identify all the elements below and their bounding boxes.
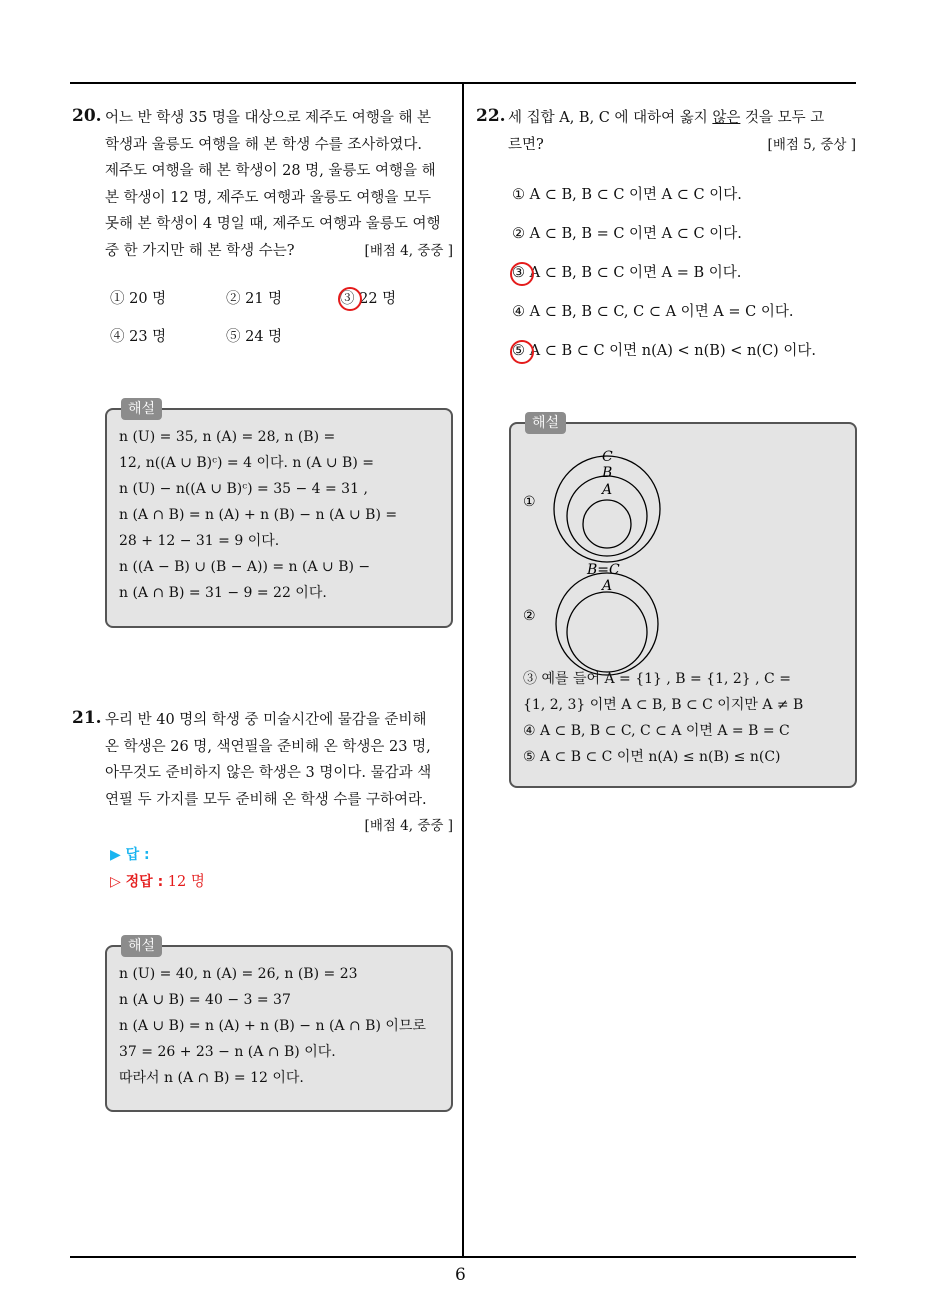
question-21-answer [110, 842, 450, 895]
solution-tag: 해설 [121, 935, 162, 957]
question-21-score: [배점 4, 중중 ] [364, 818, 453, 834]
question-22-solution-box [509, 415, 857, 788]
choice-4[interactable]: ④ A ⊂ B, B ⊂ C, C ⊂ A 이면 A = C 이다. [512, 304, 794, 320]
question-22-score: [배점 5, 중상 ] [767, 136, 856, 153]
solution-line: 12, n((A ∪ B)ᶜ) = 4 이다. n (A ∪ B) = [119, 455, 374, 471]
question-20-solution-box [105, 401, 453, 628]
question-21-solution-box [105, 938, 453, 1112]
solution-line: ④ A ⊂ B, B ⊂ C, C ⊂ A 이면 A = B = C [523, 723, 790, 739]
solution-line: 따라서 n (A ∩ B) = 12 이다. [119, 1070, 304, 1086]
question-21-line: 연필 두 가지를 모두 준비해 온 학생 수를 구하여라. [105, 791, 427, 808]
venn-diagram-nested [517, 444, 717, 684]
question-20-line: 학생과 울릉도 여행을 해 본 학생 수를 조사하였다. [105, 136, 423, 153]
question-20 [105, 105, 453, 264]
solution-line: n (A ∪ B) = 40 − 3 = 37 [119, 992, 291, 1008]
question-22 [508, 105, 856, 158]
solution-line: n (U) = 35, n (A) = 28, n (B) = [119, 429, 336, 445]
question-20-line: 못해 본 학생이 4 명일 때, 제주도 여행과 울릉도 여행 [105, 216, 441, 232]
answer-mark-circle [510, 262, 534, 286]
question-22-number: 22. [476, 106, 506, 126]
question-21-line: 온 학생은 26 명, 색연필을 준비해 온 학생은 23 명, [105, 738, 431, 755]
solution-tag: 해설 [121, 398, 162, 420]
answer-mark-circle [510, 340, 534, 364]
venn-circle-a [583, 500, 631, 548]
solution-tag: 해설 [525, 412, 566, 434]
question-22-text: 세 집합 A, B, C 에 대하여 옳지 [508, 110, 713, 126]
solution-line: {1, 2, 3} 이면 A ⊂ B, B ⊂ C 이지만 A ≠ B [523, 697, 804, 713]
question-20-number: 20. [72, 106, 102, 126]
solution-line: 37 = 26 + 23 − n (A ∩ B) 이다. [119, 1044, 336, 1060]
choice-2[interactable]: ② A ⊂ B, B = C 이면 A ⊂ C 이다. [512, 226, 742, 242]
solution-line: n (U) = 40, n (A) = 26, n (B) = 23 [119, 966, 358, 982]
venn-label-bc: B=C [587, 562, 620, 578]
question-20-line: 어느 반 학생 35 명을 대상으로 제주도 여행을 해 본 [105, 110, 432, 126]
choice-5[interactable]: ⑤ A ⊂ B ⊂ C 이면 n(A) < n(B) < n(C) 이다. [512, 343, 816, 359]
venn-circle-a2 [567, 592, 647, 672]
solution-line: n (U) − n((A ∪ B)ᶜ) = 35 − 4 = 31 , [119, 481, 368, 497]
question-20-choices [110, 286, 450, 346]
correct-answer-value: 12 명 [167, 873, 205, 890]
venn-label-a: A [602, 482, 613, 498]
choice-1[interactable]: ① 20 명 [110, 291, 167, 307]
choice-3[interactable]: ③ A ⊂ B, B ⊂ C 이면 A = B 이다. [512, 265, 742, 281]
solution-line: n (A ∪ B) = n (A) + n (B) − n (A ∩ B) 이므로 [119, 1018, 426, 1034]
answer-label: ▶ 답 : [110, 847, 150, 863]
choice-1[interactable]: ① A ⊂ B, B ⊂ C 이면 A ⊂ C 이다. [512, 187, 742, 203]
choice-5[interactable]: ⑤ 24 명 [226, 329, 283, 345]
diagram-label: ① [523, 494, 536, 510]
solution-line: n (A ∩ B) = n (A) + n (B) − n (A ∪ B) = [119, 507, 398, 523]
diagram-label: ② [523, 608, 536, 624]
correct-answer-label: ▷ 정답 : [110, 873, 164, 890]
venn-label-b: B [602, 465, 613, 481]
question-22-choices [512, 182, 852, 372]
question-21-number: 21. [72, 708, 102, 728]
question-20-line: 본 학생이 12 명, 제주도 여행과 울릉도 여행을 모두 [105, 189, 432, 206]
question-20-line: 중 한 가지만 해 본 학생 수는? [105, 242, 295, 259]
question-22-text: 것을 모두 고 [740, 110, 825, 126]
solution-line: n (A ∩ B) = 31 − 9 = 22 이다. [119, 585, 327, 601]
choice-3[interactable]: ③ 22 명 [340, 291, 397, 307]
question-21-line: 아무것도 준비하지 않은 학생은 3 명이다. 물감과 색 [105, 765, 432, 781]
question-22-text: 르면? [508, 136, 544, 153]
choice-4[interactable]: ④ 23 명 [110, 329, 167, 345]
page-number: 6 [455, 1265, 466, 1285]
question-22-underlined: 않은 [712, 110, 741, 126]
choice-2[interactable]: ② 21 명 [226, 291, 283, 307]
solution-line: n ((A − B) ∪ (B − A)) = n (A ∪ B) − [119, 559, 371, 575]
solution-line: 28 + 12 − 31 = 9 이다. [119, 533, 280, 549]
question-21 [105, 707, 453, 840]
question-20-score: [배점 4, 중중 ] [364, 242, 453, 259]
solution-line: ③ 예를 들어 A = {1} , B = {1, 2} , C = [523, 671, 791, 687]
venn-label-a: A [602, 578, 613, 594]
bottom-rule [70, 1256, 856, 1258]
venn-label-c: C [602, 449, 613, 465]
column-divider [462, 82, 464, 1258]
question-20-line: 제주도 여행을 해 본 학생이 28 명, 울릉도 여행을 해 [105, 163, 436, 179]
answer-mark-circle [338, 287, 362, 311]
solution-line: ⑤ A ⊂ B ⊂ C 이면 n(A) ≤ n(B) ≤ n(C) [523, 749, 781, 765]
question-21-line: 우리 반 40 명의 학생 중 미술시간에 물감을 준비해 [105, 712, 427, 728]
